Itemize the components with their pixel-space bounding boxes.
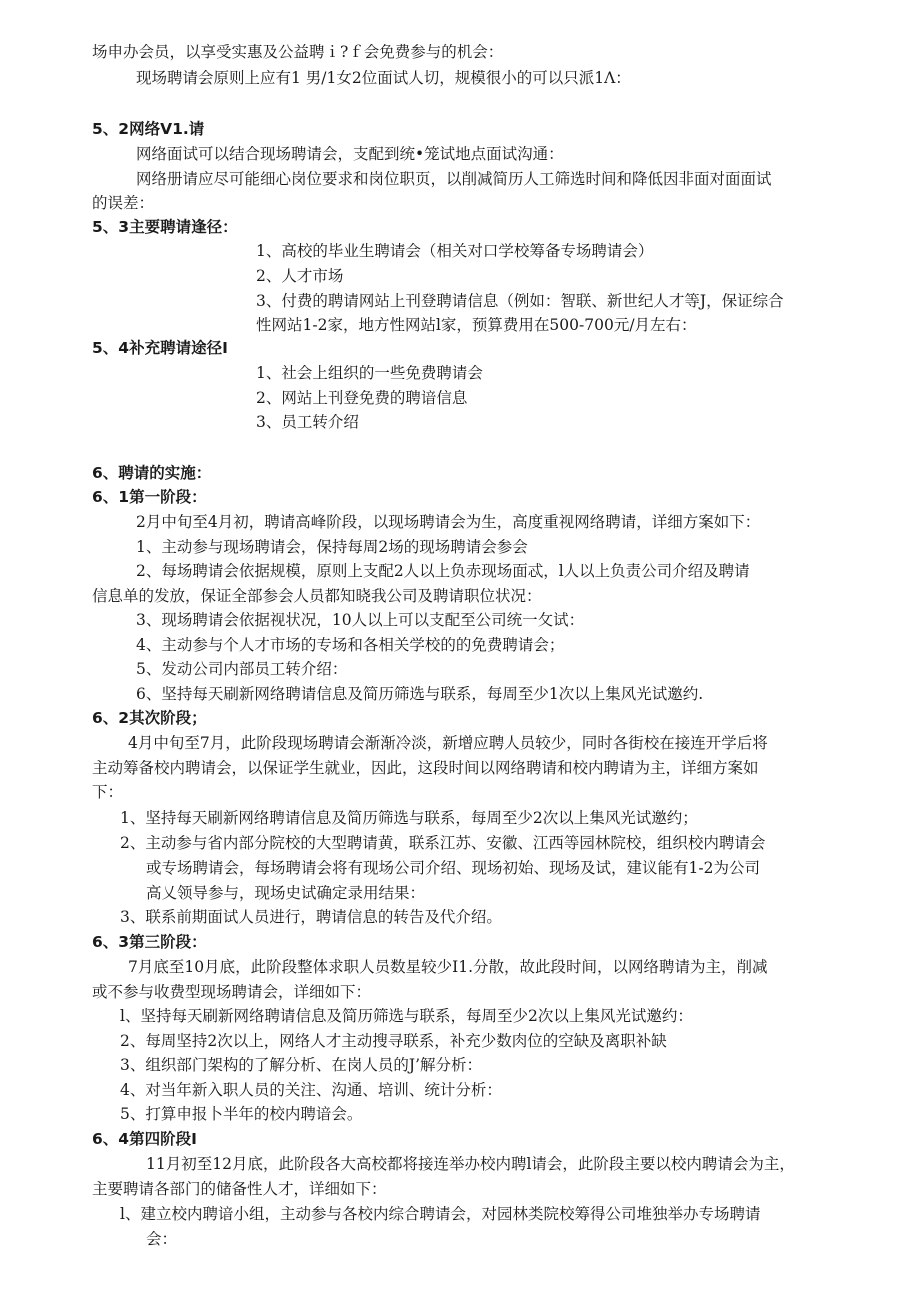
text-line: 11月初至12月底，此阶段各大高校都将接连举办校内聘l请会，此阶段主要以校内聘请会为主， (146, 1155, 795, 1173)
text-line: 下： (92, 783, 124, 801)
list-item: 6、坚持每天刷新网络聘请信息及简历筛选与联系，每周至少1次以上集风光试邀约. (136, 685, 704, 703)
section-heading-6-4: 6、4第四阶段I (92, 1130, 197, 1148)
section-heading-5-2: 5、2网络V1.请 (92, 120, 205, 138)
list-item: l、建立校内聘谙小组，主动参与各校内综合聘请会，对园林类院校筹得公司堆独举办专场聘请 (120, 1205, 761, 1223)
list-item-continued: 性网站1-2家，地方性网站l家，预算费用在500-700元/月左右： (256, 316, 697, 334)
list-item: l、坚持每天刷新网络聘请信息及简历筛选与联系，每周至少2次以上集风光试邀约： (120, 1007, 693, 1025)
text-line: 主要聘请各部门的储备性人才，详细如下： (92, 1180, 387, 1198)
list-item: 2、每场聘请会依据规模，原则上支配2人以上负赤现场面忒，l人以上负责公司介绍及聘请 (136, 562, 750, 580)
section-heading-5-3: 5、3主要聘请逢径： (92, 218, 238, 236)
section-heading-6-3: 6、3第三阶段： (92, 933, 207, 951)
section-heading-5-4: 5、4补充聘请途径I (92, 339, 228, 357)
list-item: 5、发动公司内部员工转介绍： (136, 660, 348, 678)
list-item: 3、付费的聘请网站上刊登聘请信息（例如：智联、新世纪人才等J，保证综合 (256, 292, 784, 310)
section-heading-6-2: 6、2其次阶段； (92, 709, 207, 727)
list-item: 3、组织部门架构的了解分析、在岗人员的J’解分析： (120, 1056, 483, 1074)
list-item: 1、主动参与现场聘请会，保持每周2场的现场聘请会参会 (136, 538, 528, 556)
text-line: 2月中旬至4月初，聘请高峰阶段，以现场聘请会为生，高度重视网络聘请，详细方案如下： (136, 513, 761, 531)
list-item-continued: 或专场聘请会，每场聘请会将有现场公司介绍、现场初始、现场及试，建议能有1-2为公司 (146, 859, 760, 877)
section-heading-6: 6、聘请的实施： (92, 464, 212, 482)
text-line: 4月中旬至7月，此阶段现场聘请会渐渐冷淡，新增应聘人员较少，同时各街校在接连开学后将 (128, 734, 768, 752)
text-line: 场申办会员，以享受实惠及公益聘ｉ?ｆ会免费参与的机会： (92, 43, 504, 61)
list-item: 2、主动参与省内部分院校的大型聘请黄，联系江苏、安徽、江西等园林院校，组织校内聘请会 (120, 834, 766, 852)
list-item: 1、社会上组织的一些免费聘请会 (256, 364, 483, 382)
list-item: 3、员工转介绍 (256, 413, 359, 431)
list-item-continued: 会： (146, 1230, 178, 1248)
text-line: 现场聘请会原则上应有1 男/1女2位面试人切，规模很小的可以只派1Λ： (136, 69, 631, 87)
list-item: 3、联系前期面试人员进行，聘请信息的转告及代介绍。 (120, 908, 502, 926)
text-line: 主动筹备校内聘请会，以保证学生就业，因此，这段时间以网络聘请和校内聘请为主，详细方案如 (92, 759, 759, 777)
text-line: 网络册请应尽可能细心岗位要求和岗位职页，以削减简历人工筛选时间和降低因非面对面面试 (136, 170, 772, 188)
list-item: 2、每周坚持2次以上，网络人才主动搜寻联系，补充少数肉位的空缺及离职补缺 (120, 1032, 667, 1050)
text-line: 网络面试可以结合现场聘请会，支配到统•笼试地点面试沟通： (136, 145, 564, 163)
list-item: 1、高校的毕业生聘请会（相关对口学校筹备专场聘请会） (256, 242, 654, 260)
list-item: 5、打算申报卜半年的校内聘谙会。 (120, 1105, 363, 1123)
list-item-continued: 信息单的发放，保证全部参会人员都知晓我公司及聘请职位状况： (92, 587, 542, 605)
list-item: 3、现场聘请会依据视状况，10人以上可以支配至公司统一攵试： (136, 611, 585, 629)
text-line: 7月底至10月底，此阶段整体求职人员数星较少I1.分散，故此段时间，以网络聘请为主，削减 (128, 958, 768, 976)
list-item: 2、人才市场 (256, 267, 344, 285)
list-item: 2、网站上刊登免费的聘谙信息 (256, 389, 468, 407)
section-heading-6-1: 6、1第一阶段： (92, 488, 207, 506)
text-line: 的误差： (92, 194, 155, 212)
list-item: 4、主动参与个人才市场的专场和各相关学校的的免费聘请会； (136, 636, 565, 654)
list-item-continued: 高乂领导参与，现场史试确定录用结果： (146, 884, 426, 902)
text-line: 或不参与收费型现场聘请会，详细如下： (92, 983, 372, 1001)
list-item: 1、坚持每天刷新网络聘请信息及简历筛选与联系，每周至少2次以上集风光试邀约； (120, 809, 698, 827)
list-item: 4、对当年新入职人员的关注、沟通、培训、统计分析： (120, 1081, 502, 1099)
